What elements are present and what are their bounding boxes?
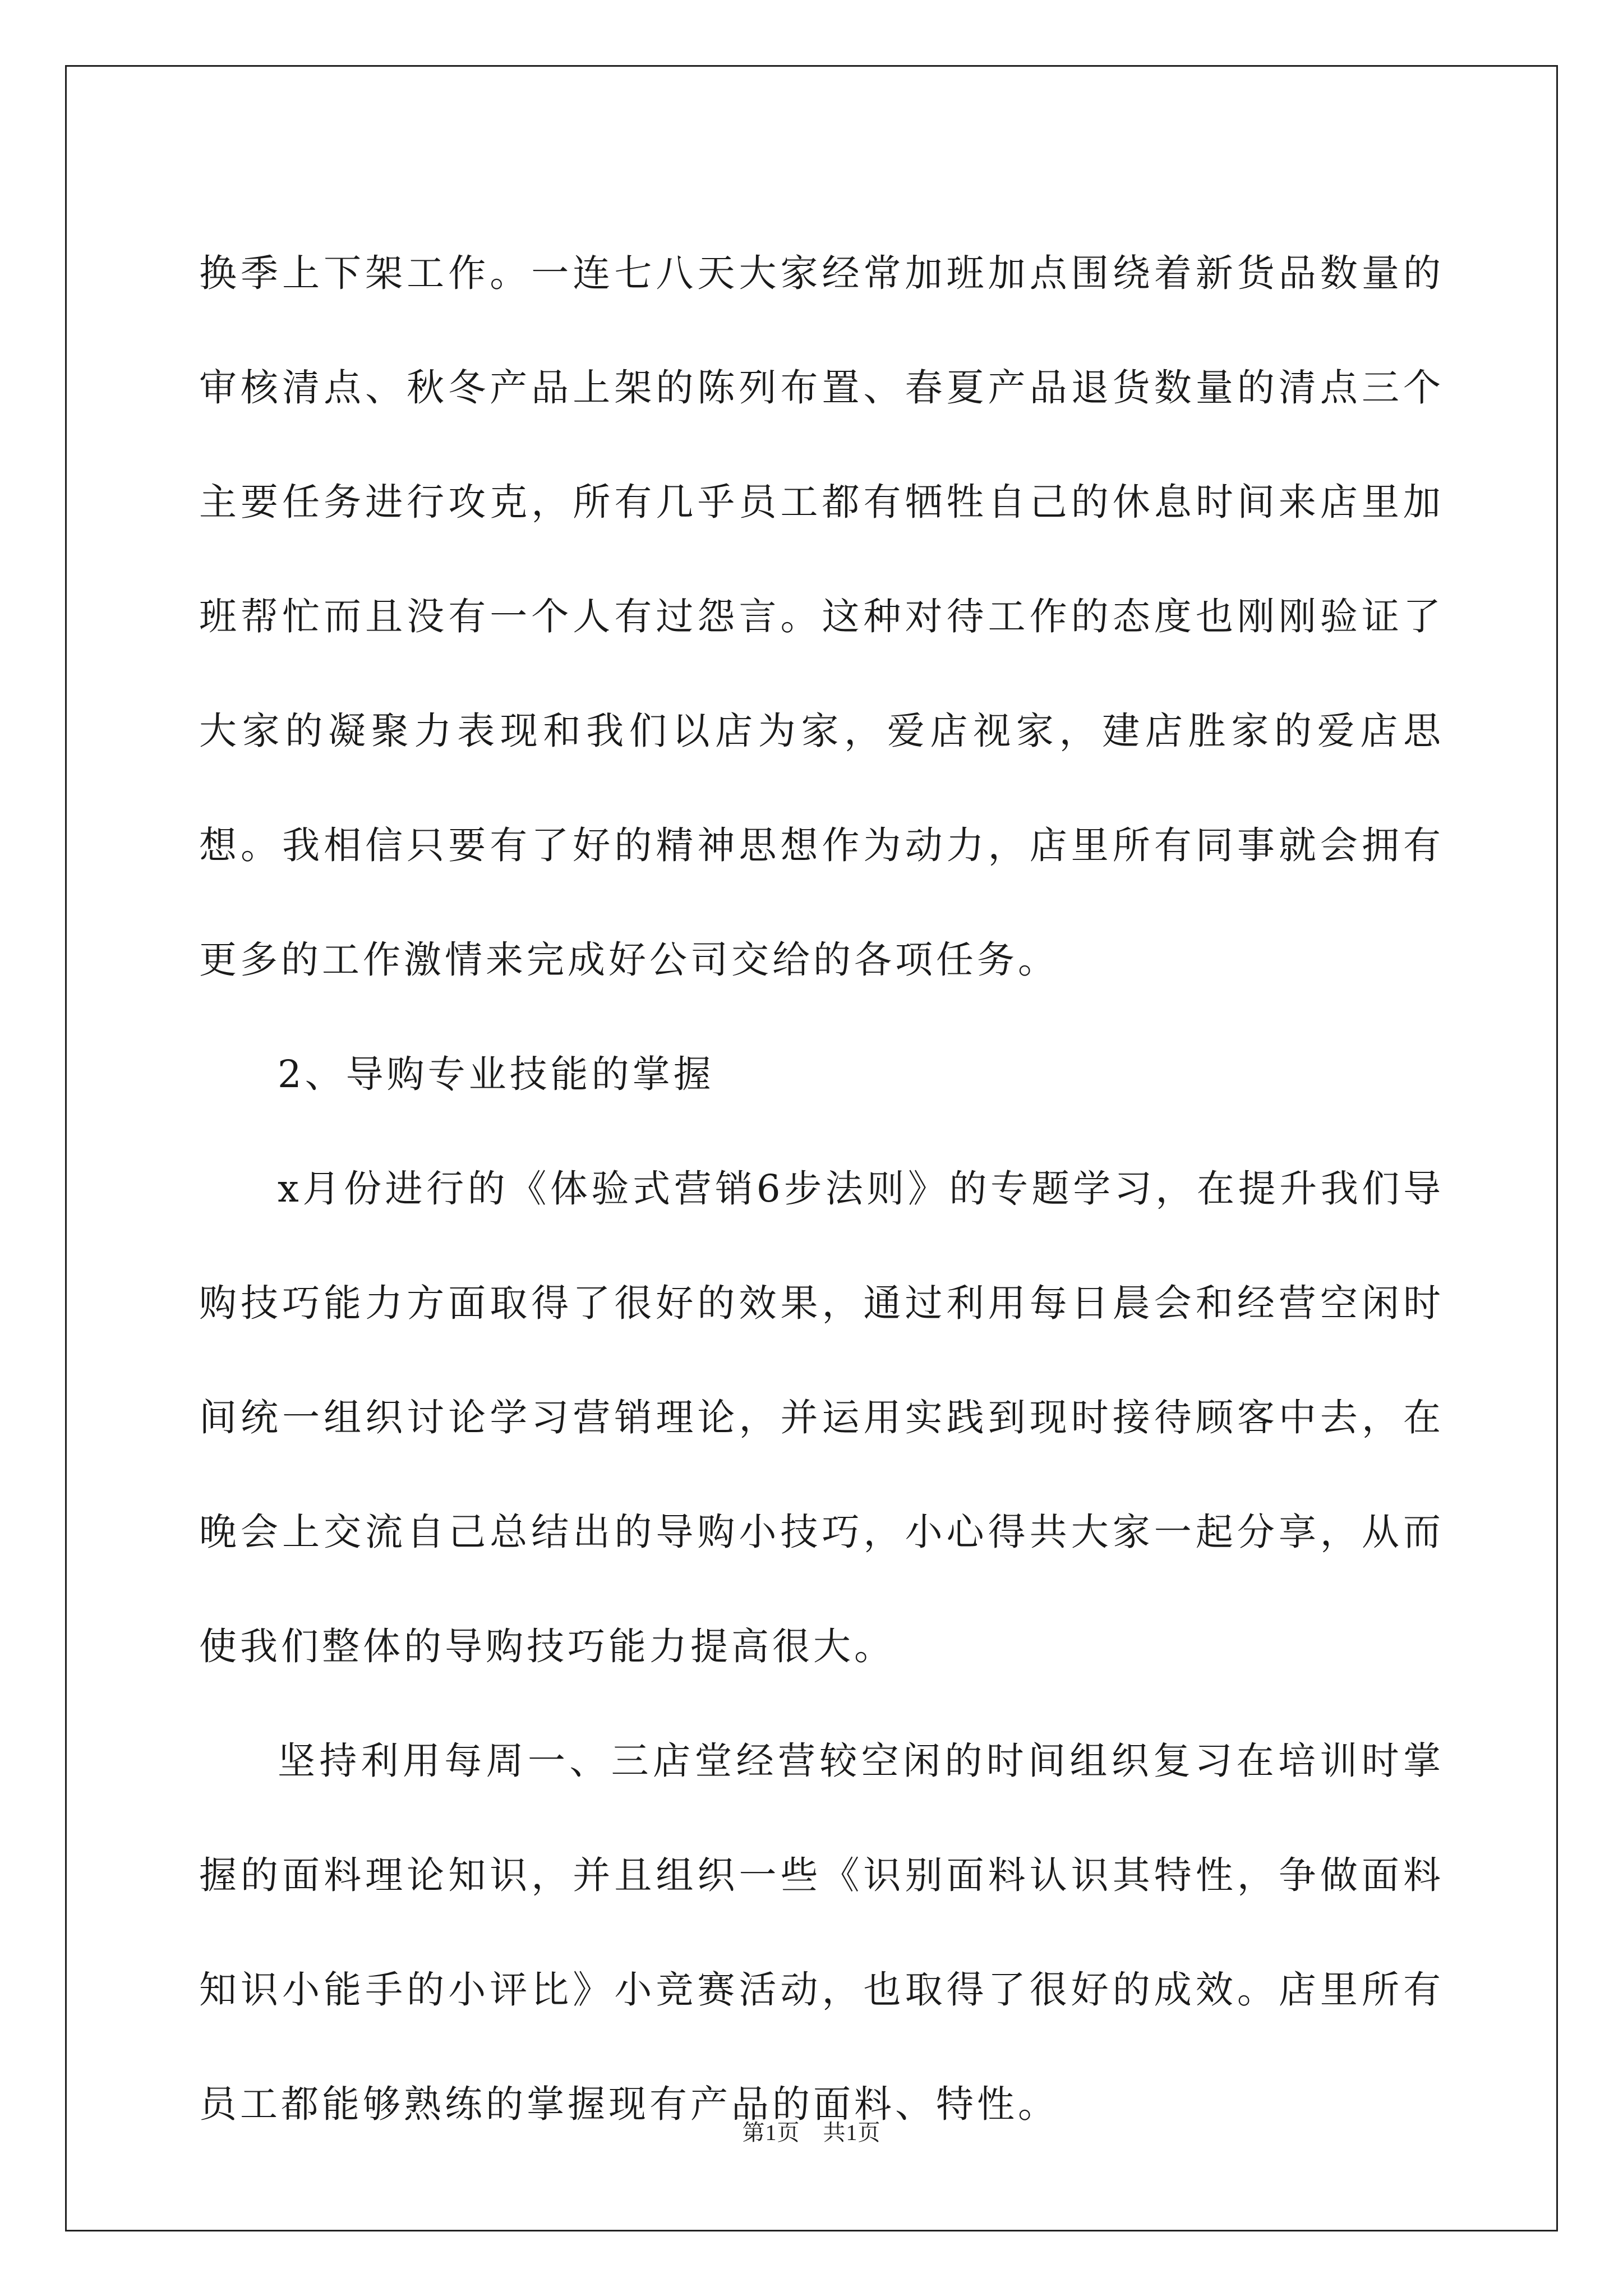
- paragraph-continuation: 换季上下架工作。一连七八天大家经常加班加点围绕着新货品数量的审核清点、秋冬产品上架的陈列布置、春夏产品退货数量的清点三个主要任务进行攻克，所有几乎员工都有牺牲自己的休息时间来店里加班帮忙而且没有一个人有过怨言。这种对待工作的态度也刚刚验证了大家的凝聚力表现和我们以店为家，爱店视家，建店胜家的爱店思想。我相信只要有了好的精神思想作为动力，店里所有同事就会拥有更多的工作激情来完成好公司交给的各项任务。: [199, 251, 1444, 982]
- document-body: [199, 216, 1444, 2161]
- paragraph-sales-training: x月份进行的《体验式营销6步法则》的专题学习，在提升我们导购技巧能力方面取得了很好的效果，通过利用每日晨会和经营空闲时间统一组织讨论学习营销理论，并运用实践到现时接待顾客中去，在晚会上交流自己总结出的导购小技巧，小心得共大家一起分享，从而使我们整体的导购技巧能力提高很大。: [199, 1167, 1444, 1668]
- paragraph-fabric-knowledge: 坚持利用每周一、三店堂经营较空闲的时间组织复习在培训时掌握的面料理论知识，并且组织一些《识别面料认识其特性，争做面料知识小能手的小评比》小竞赛活动，也取得了很好的成效。店里所有员工都能够熟练的掌握现有产品的面料、特性。: [199, 1739, 1444, 2126]
- page-number-footer: 第1页 共1页: [742, 2120, 881, 2145]
- section-heading: 2、导购专业技能的掌握: [278, 1052, 714, 1096]
